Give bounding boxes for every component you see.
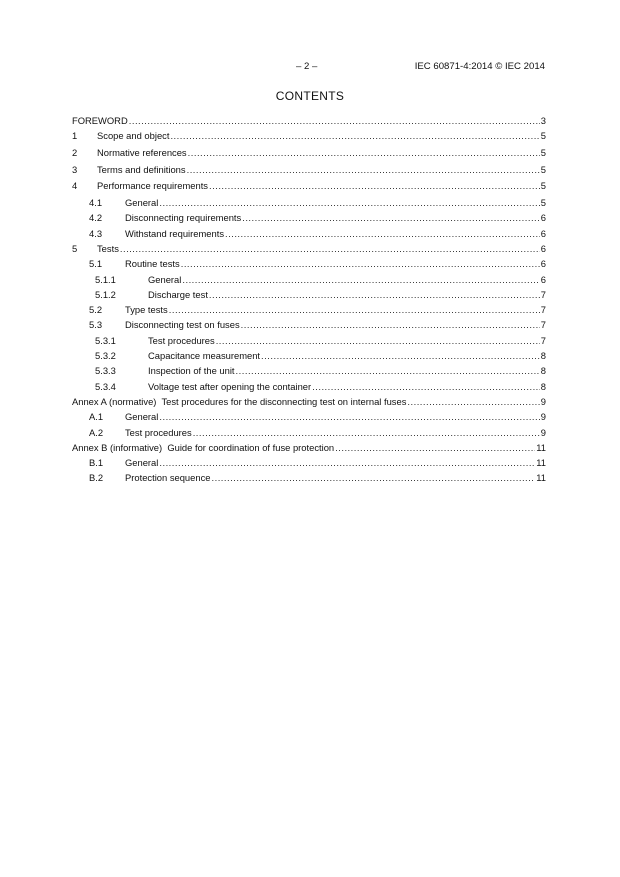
toc-entry-page: 5	[540, 146, 546, 158]
toc-entry-title: Discharge test	[148, 288, 208, 300]
toc-entry-number: 4	[72, 180, 78, 192]
toc-entry-number: A.2	[89, 426, 104, 438]
toc-entry-page: 6	[540, 212, 546, 224]
toc-entry-page: 11	[536, 457, 546, 469]
toc-entry-foreword[interactable]	[72, 113, 546, 128]
toc-entry-4[interactable]	[72, 178, 546, 195]
leader-dots	[169, 302, 540, 317]
toc-entry-page: 8	[540, 365, 546, 377]
leader-dots	[159, 409, 539, 424]
toc-entry-page: 6	[540, 273, 546, 285]
toc-entry-5-3-4[interactable]	[72, 379, 546, 394]
leader-dots	[170, 128, 539, 145]
toc-entry-page: 9	[540, 395, 546, 407]
toc-entry-page: 6	[540, 227, 546, 239]
toc-entry-page: 5	[540, 130, 546, 142]
toc-entry-5-3[interactable]	[72, 317, 546, 332]
toc-entry-3[interactable]	[72, 162, 546, 179]
leader-dots	[236, 363, 540, 378]
toc-entry-number: B.1	[89, 457, 104, 469]
leader-dots	[120, 241, 540, 256]
leader-dots	[182, 272, 539, 287]
toc-entry-title: Annex B (informative) Guide for coordination of fuse protection	[72, 441, 335, 453]
toc-entry-number: 5.3	[89, 319, 103, 331]
toc-entry-title: Test procedures	[125, 426, 192, 438]
page-number: – 2 –	[296, 61, 318, 72]
toc-entry-b-1[interactable]	[72, 455, 546, 470]
toc-entry-page: 8	[540, 350, 546, 362]
toc-entry-title: Disconnecting test on fuses	[125, 319, 240, 331]
toc-entry-title: Test procedures	[148, 334, 215, 346]
toc-entry-page: 6	[540, 242, 546, 254]
toc-entry-annex-b[interactable]	[72, 440, 546, 455]
leader-dots	[261, 348, 540, 363]
toc-entry-a-2[interactable]	[72, 425, 546, 440]
toc-entry-a-1[interactable]	[72, 409, 546, 424]
toc-entry-title: Annex A (normative) Test procedures for the disconnecting test on internal fuses	[72, 395, 407, 407]
leader-dots	[335, 440, 535, 455]
toc-entry-number: 5.1	[89, 258, 103, 270]
toc-entry-page: 7	[540, 304, 546, 316]
toc-entry-page: 5	[540, 197, 546, 209]
toc-entry-number: 5.3.3	[95, 365, 116, 377]
contents-heading: CONTENTS	[275, 89, 345, 103]
toc-entry-5-1[interactable]	[72, 256, 546, 271]
toc-entry-title: FOREWORD	[72, 115, 128, 126]
leader-dots	[225, 226, 540, 241]
leader-dots	[193, 425, 540, 440]
toc-entry-title: Inspection of the unit	[148, 365, 235, 377]
toc-entry-number: A.1	[89, 411, 104, 423]
leader-dots	[211, 470, 535, 485]
toc-entry-page: 11	[536, 472, 546, 484]
toc-entry-page: 7	[540, 319, 546, 331]
toc-entry-number: 5.3.4	[95, 380, 116, 392]
toc-entry-page: 7	[540, 334, 546, 346]
toc-entry-page: 5	[540, 180, 546, 192]
toc-entry-page: 11	[536, 441, 546, 453]
toc-entry-title: Terms and definitions	[97, 163, 186, 175]
toc-entry-page: 6	[540, 258, 546, 270]
leader-dots	[209, 178, 540, 195]
toc-entry-title: Routine tests	[125, 258, 180, 270]
toc-entry-number: 5.3.2	[95, 350, 116, 362]
toc-entry-page: 5	[540, 163, 546, 175]
toc-entry-number: 1	[72, 130, 78, 142]
toc-entry-title: General	[125, 197, 159, 209]
leader-dots	[187, 162, 540, 179]
toc-entry-5-3-1[interactable]	[72, 333, 546, 348]
toc-entry-4-3[interactable]	[72, 226, 546, 241]
leader-dots	[407, 394, 539, 409]
toc-entry-5-2[interactable]	[72, 302, 546, 317]
toc-entry-4-2[interactable]	[72, 210, 546, 225]
toc-entry-title: Scope and object	[97, 130, 170, 142]
toc-entry-4-1[interactable]	[72, 195, 546, 210]
toc-entry-title: Withstand requirements	[125, 227, 225, 239]
toc-entry-5-1-1[interactable]	[72, 272, 546, 287]
toc-entry-5-3-2[interactable]	[72, 348, 546, 363]
toc-entry-page: 8	[540, 380, 546, 392]
toc-entry-title: General	[125, 457, 159, 469]
toc-entry-title: Voltage test after opening the container	[148, 380, 312, 392]
leader-dots	[159, 195, 539, 210]
toc-entry-title: General	[148, 273, 182, 285]
toc-entry-title: Normative references	[97, 146, 187, 158]
toc-entry-b-2[interactable]	[72, 470, 546, 485]
toc-entry-number: 2	[72, 146, 78, 158]
leader-dots	[181, 256, 540, 271]
toc-entry-number: 3	[72, 163, 78, 175]
toc-entry-title: Capacitance measurement	[148, 350, 261, 362]
leader-dots	[159, 455, 535, 470]
leader-dots	[241, 317, 540, 332]
toc-entry-number: 5.1.1	[95, 273, 116, 285]
toc-entry-2[interactable]	[72, 145, 546, 162]
leader-dots	[216, 333, 540, 348]
toc-entry-number: 5.1.2	[95, 288, 116, 300]
toc-entry-number: B.2	[89, 472, 104, 484]
leader-dots	[188, 145, 540, 162]
document-reference: IEC 60871-4:2014 © IEC 2014	[414, 61, 545, 72]
leader-dots	[209, 287, 540, 302]
leader-dots	[242, 210, 540, 225]
toc-entry-number: 5.3.1	[95, 334, 116, 346]
toc-entry-number: 5.2	[89, 304, 103, 316]
table-of-contents	[72, 113, 546, 486]
toc-entry-annex-a[interactable]	[72, 394, 546, 409]
toc-entry-title: General	[125, 411, 159, 423]
toc-entry-title: Performance requirements	[97, 180, 208, 192]
toc-entry-number: 4.3	[89, 227, 103, 239]
leader-dots	[129, 113, 540, 128]
toc-entry-1[interactable]	[72, 128, 546, 145]
toc-entry-5-1-2[interactable]	[72, 287, 546, 302]
toc-entry-title: Protection sequence	[125, 472, 211, 484]
toc-entry-page: 9	[540, 426, 546, 438]
toc-entry-page: 9	[540, 411, 546, 423]
toc-entry-title: Disconnecting requirements	[125, 212, 242, 224]
toc-entry-5[interactable]	[72, 241, 546, 256]
toc-entry-5-3-3[interactable]	[72, 363, 546, 378]
toc-entry-title: Tests	[97, 242, 119, 254]
toc-entry-number: 5	[72, 242, 78, 254]
leader-dots	[312, 379, 540, 394]
toc-entry-page: 7	[540, 288, 546, 300]
toc-entry-title: Type tests	[125, 304, 168, 316]
toc-entry-number: 4.1	[89, 197, 103, 209]
toc-entry-number: 4.2	[89, 212, 103, 224]
toc-entry-page: 3	[540, 115, 546, 126]
